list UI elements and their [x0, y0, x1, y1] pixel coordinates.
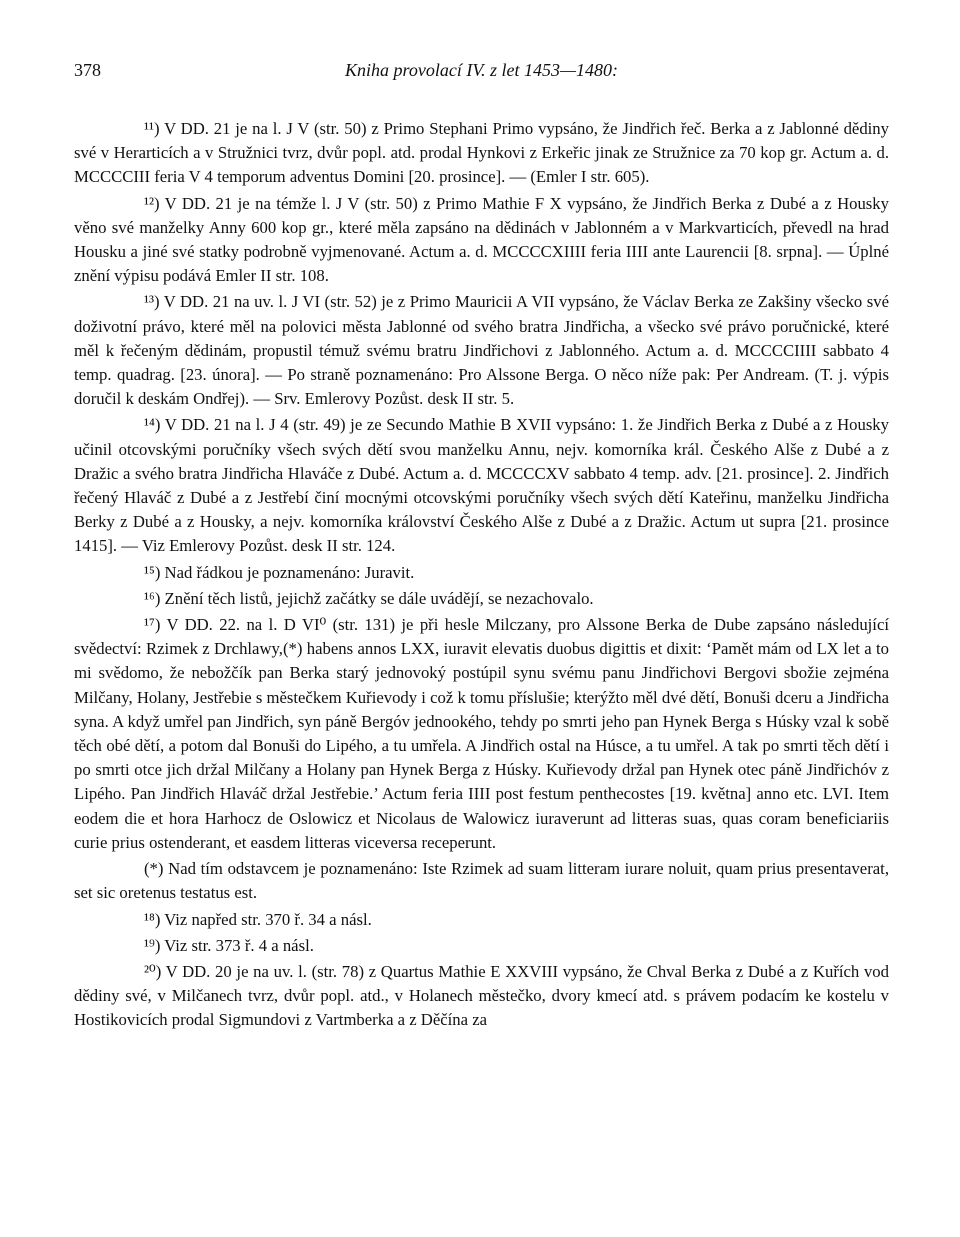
footnote-17: ¹⁷) V DD. 22. na l. D VI⁰ (str. 131) je při hesle Milczany, pro Alssone Berka de Dube zapsáno následující svědectví: Rzimek z Drchlawy,(*) habens annos LXX, iuravit elevatis duobus digittis et dixit: ‘Pamět mám od LX let a to mi svědomo, že nebožčík pan Berka starý jednovoký postúpil synu svému panu Jindřichovi Bergovi sbožie zejména Milčany, Holany, Jestřebie s městečkem Kuřievody i což k tomu příslušie; kterýžto měl dvé dětí, Bonuši dceru a Jindřicha syna. A když umřel pan Jindřich, syn páně Bergóv jednookého, tehdy po smrti jeho pan Hynek Berga s Húsky vzal k sobě těch obé dětí, a potom dal Bonuši do Lipého, a tu umřela. A Jindřich ostal na Húsce, a tu umřel. A tak po smrti těch dětí i po smrti otce jich držal Milčany a Holany pan Hynek Berga z Húsky. Kuřievody držal pan Hynek otec páně Jindřichóv z Lipého. Pan Jindřich Hlaváč držal Jestřebie.’ Actum feria IIII post festum penthecostes [19. května] anno etc. LVI. Item eodem die et hora Harhocz de Oslowicz et Nicolaus de Walowicz iuraverunt ad litteras suas, quas coram beneficiariis curie prius ostenderant, et easdem litteras viceversa receperunt. [74, 615, 889, 852]
footnote-12: ¹²) V DD. 21 je na témže l. J V (str. 50) z Primo Mathie F X vypsáno, že Jindřich Berka z Dubé a z Housky věno své manželky Anny 600 kop gr., které měla zapsáno na dědinách v Jablonném a v Markvarticích, převedl na hrad Housku a jiné své statky podrobně vyjmenované. Actum a. d. MCCCCXIIII feria IIII ante Laurencii [8. srpna]. — Úplné znění výpisu podává Emler II str. 108. [74, 193, 889, 286]
page-number: 378 [74, 60, 101, 80]
footnote-18: ¹⁸) Viz napřed str. 370 ř. 34 a násl. [144, 909, 372, 929]
footnote-20: ²⁰) V DD. 20 je na uv. l. (str. 78) z Quartus Mathie E XXVIII vypsáno, že Chval Berka z Dubé a z Kuřích vod dědiny své, v Milčanech tvrz, dvůr popl. atd., v Holanech městečko, dvory kmecí atd. s právem podacím ke kostelu v Hostikovicích prodal Sigmundovi z Vartmberka a z Děčína za [74, 961, 889, 1030]
running-title: Kniha provolací IV. z let 1453—1480: [345, 60, 618, 80]
footnote-17-remark: (*) Nad tím odstavcem je poznamenáno: Iste Rzimek ad suam litteram iurare noluit, quam prius presentaverat, set sic oretenus testatus est. [74, 859, 889, 903]
page-header [74, 60, 889, 92]
footnote-15: ¹⁵) Nad řádkou je poznamenáno: Juravit. [144, 562, 415, 582]
footnote-19: ¹⁹) Viz str. 373 ř. 4 a násl. [144, 935, 314, 955]
footnote-14: ¹⁴) V DD. 21 na l. J 4 (str. 49) je ze Secundo Mathie B XVII vypsáno: 1. že Jindřich Berka z Dubé a z Housky učinil otcovskými poručníky všech svých dětí svou manželku Annu, nejv. komorníka král. Českého Alše z Dubé a z Dražic a svého bratra Jindřicha Hlaváče z Dubé. Actum a. d. MCCCCXV sabbato 4 temp. adv. [21. prosince]. 2. Jindřich řečený Hlaváč z Dubé a z Jestřebí činí mocnými otcovskými poručníky všech svých dětí Kateřinu, manželku Jindřicha Berky z Dubé a z Housky, a nejv. komorníka království Českého Alše z Dubé a z Dražic. Actum ut supra [21. prosince 1415]. — Viz Emlerovy Pozůst. desk II str. 124. [74, 415, 889, 556]
footnote-16: ¹⁶) Znění těch listů, jejichž začátky se dále uvádějí, se nezachovalo. [144, 588, 594, 608]
footnote-13: ¹³) V DD. 21 na uv. l. J VI (str. 52) je z Primo Mauricii A VII vypsáno, že Václav Berka ze Zakšiny všecko své doživotní právo, které měl na polovici města Jablonné od svého bratra Jindřicha, a všecko své právo poručnické, které měl k řečeným dědinám, propustil témuž svému bratru Jindřichovi z Jablonného. Actum a. d. MCCCCIIII sabbato 4 temp. quadrag. [23. února]. — Po straně poznamenáno: Pro Alssone Berga. O něco níže pak: Per Andream. (T. j. výpis doručil k deskám Ondřej). — Srv. Emlerovy Pozůst. desk II str. 5. [74, 292, 889, 409]
footnote-11: ¹¹) V DD. 21 je na l. J V (str. 50) z Primo Stephani Primo vypsáno, že Jindřich řeč. Berka a z Jablonné dědiny své v Herarticích a v Stružnici tvrz, dvůr popl. atd. prodal Hynkovi z Erkeřic jinak ze Stružnice za 70 kop gr. Actum a. d. MCCCCIII feria V 4 temporum adventus Domini [20. prosince]. — (Emler I str. 605). [74, 119, 889, 187]
footnotes-block [74, 117, 889, 1035]
